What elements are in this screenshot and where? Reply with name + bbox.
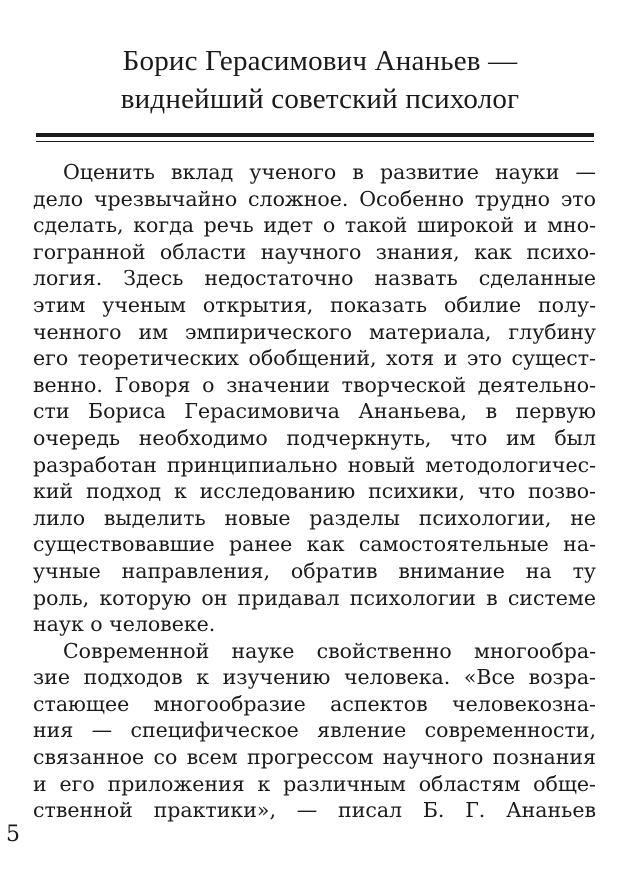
heading-rule-thick <box>36 133 594 137</box>
text-line: его теоретических обобщений, хотя и это сущест- <box>33 346 596 371</box>
text-line: разработан принципиально новый методологичес- <box>33 452 596 477</box>
text-line: очередь необходимо подчеркнуть, что им был <box>33 425 596 450</box>
text-line: дело чрезвычайно сложное. Особенно трудно это <box>33 186 596 211</box>
text-line: наук о человеке. <box>33 612 216 637</box>
text-line: стающее многообразие аспектов человекозна- <box>33 691 596 716</box>
text-line: существовавшие ранее как самостоятельные на- <box>33 532 596 557</box>
text-line: Современной науке свойственно многообра- <box>63 638 596 663</box>
text-line: и его приложения к различным областям обще- <box>33 771 596 796</box>
text-line: связанное со всем прогрессом научного познания <box>33 745 596 770</box>
text-line: сти Бориса Герасимовича Ананьева, в первую <box>33 399 596 424</box>
heading-rule-thin <box>36 141 594 142</box>
text-line: кий подход к исследованию психики, что позво- <box>33 479 596 504</box>
text-line: гогранной области научного знания, как психо- <box>33 239 596 264</box>
body-text <box>33 159 596 824</box>
text-line: роль, которую он придавал психологии в системе <box>33 585 596 610</box>
text-line: зие подходов к изучению человека. «Все возра- <box>33 665 596 690</box>
heading-line-1: Борис Герасимович Ананьев — <box>122 45 518 77</box>
text-line: ния — специфическое явление современности, <box>33 718 596 743</box>
heading-line-2: виднейший советский психолог <box>120 83 520 115</box>
paragraph <box>33 638 596 824</box>
text-line: ченного им эмпирического материала, глубину <box>33 319 596 344</box>
text-line: учные направления, обратив внимание на ту <box>33 558 596 583</box>
paragraph <box>33 159 596 638</box>
page-number: 5 <box>6 822 20 847</box>
text-line: этим ученым открытия, показать обилие полу- <box>33 292 596 317</box>
text-line: лило выделить новые разделы психологии, не <box>33 505 596 530</box>
text-line: венно. Говоря о значении творческой деятельно- <box>33 372 596 397</box>
text-line: Оценить вклад ученого в развитие науки — <box>63 160 596 184</box>
text-line: ственной практики», — писал Б. Г. Ананьев <box>33 798 596 823</box>
text-line: сделать, когда речь идет о такой широкой и мно- <box>33 213 596 238</box>
chapter-heading <box>40 42 600 118</box>
text-line: логия. Здесь недостаточно назвать сделанные <box>33 266 596 291</box>
